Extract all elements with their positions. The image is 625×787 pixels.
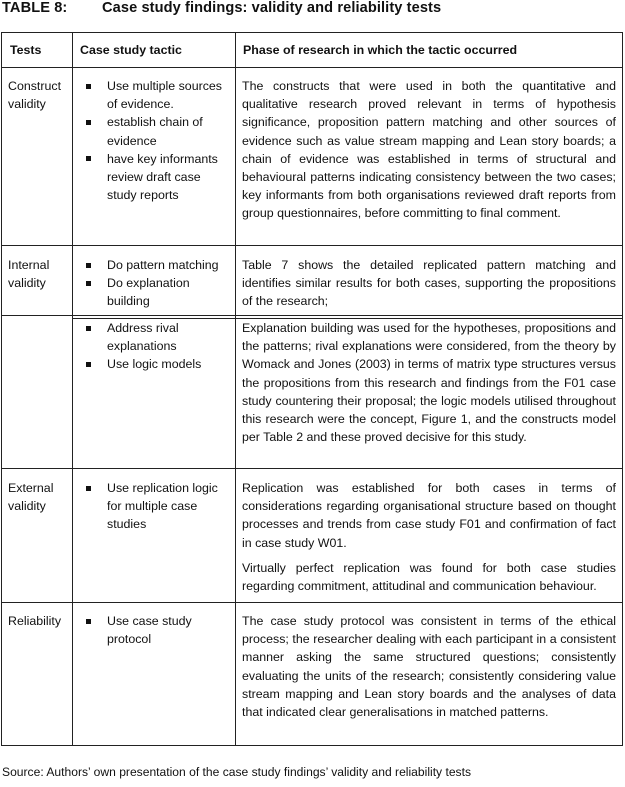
- phase-paragraph: Replication was established for both cases in terms of considerations regarding organisational structure based on thought processes and trends from case study F01 and confirmation of fact in case study W01.: [242, 481, 616, 550]
- phase-text: [242, 319, 616, 446]
- column-divider-1: [72, 32, 73, 746]
- table-title: [2, 0, 441, 16]
- table-number: TABLE 8:: [2, 0, 68, 16]
- tactic-list: [81, 319, 231, 374]
- table-border-bottom: [1, 745, 623, 746]
- tactic-item: Do pattern matching: [81, 256, 231, 274]
- tactic-item: have key informants review draft case study reports: [81, 150, 231, 205]
- table-border-top: [1, 32, 623, 33]
- phase-paragraph: The case study protocol was consistent in terms of the ethical process; the researcher dealing with each participant in a consistent manner asking the same structured questions; consistently evaluating the units of the research; consistently considering value stream mapping and Lean story boards and the analyses of data that indicated clear generalisations in matched patterns.: [242, 614, 616, 720]
- column-divider-2: [235, 32, 236, 746]
- tactic-item: Address rival explanations: [81, 319, 231, 355]
- tactic-list: [81, 612, 231, 648]
- table-border-left: [1, 32, 2, 746]
- table-border-right: [622, 32, 623, 746]
- tactic-list: [81, 479, 231, 534]
- phase-paragraph: Explanation building was used for the hypotheses, propositions and the patterns; rival explanations were considered, from the theory by Womack and Jones (2003) in terms of matrix type structures versus the propositions from this research and findings from the F01 case study countering their proposal; the logic models utilised throughout this research were the concept, Figure 1, and the constructs model per Table 2 and these proved decisive for this study.: [242, 321, 616, 445]
- row-divider-1: [1, 245, 623, 246]
- phase-paragraph: Virtually perfect replication was found for both case studies regarding commitment, attitudinal and communication behaviour.: [242, 560, 616, 594]
- test-external-validity: External validity: [8, 481, 54, 514]
- test-internal-validity: Internal validity: [8, 258, 50, 291]
- header-divider: [1, 67, 623, 68]
- header-tactic: Case study tactic: [80, 43, 182, 57]
- tactic-item: Use logic models: [81, 355, 231, 373]
- phase-text: [242, 612, 616, 721]
- row-divider-4: [1, 602, 623, 603]
- phase-text: [242, 256, 616, 311]
- phase-text: [242, 77, 616, 223]
- tactic-list: [81, 77, 231, 204]
- tactic-list: [81, 256, 231, 311]
- header-phase: Phase of research in which the tactic occurred: [243, 43, 518, 57]
- tactic-item: Do explanation building: [81, 274, 231, 310]
- row-divider-2a: [1, 315, 623, 316]
- table-caption: Case study findings: validity and reliability tests: [102, 0, 442, 16]
- test-construct-validity: Construct validity: [8, 79, 62, 112]
- tactic-item: Use multiple sources of evidence.: [81, 77, 231, 113]
- tactic-item: Use replication logic for multiple case studies: [81, 479, 231, 534]
- header-tests: Tests: [10, 43, 42, 57]
- row-divider-3: [1, 468, 623, 469]
- tactic-item: Use case study protocol: [81, 612, 231, 648]
- phase-paragraph: Table 7 shows the detailed replicated pattern matching and identifies similar results for both cases, supporting the propositions of the research;: [242, 258, 616, 309]
- test-reliability: Reliability: [8, 614, 62, 628]
- phase-text: [242, 479, 616, 595]
- phase-paragraph: The constructs that were used in both the quantitative and qualitative research proved relevant in terms of hypothesis significance, proposition pattern matching and other sources of evidence such as value stream mapping and Lean story boards; a chain of evidence was established in terms of structural and behavioural patterns indicating consistency between the two cases; key informants from both organisations reviewed draft reports from group questionnaires, before committing to final comment.: [242, 79, 616, 221]
- source-note: Source: Authors’ own presentation of the case study findings’ validity and reliability tests: [2, 765, 471, 779]
- tactic-item: establish chain of evidence: [81, 113, 231, 149]
